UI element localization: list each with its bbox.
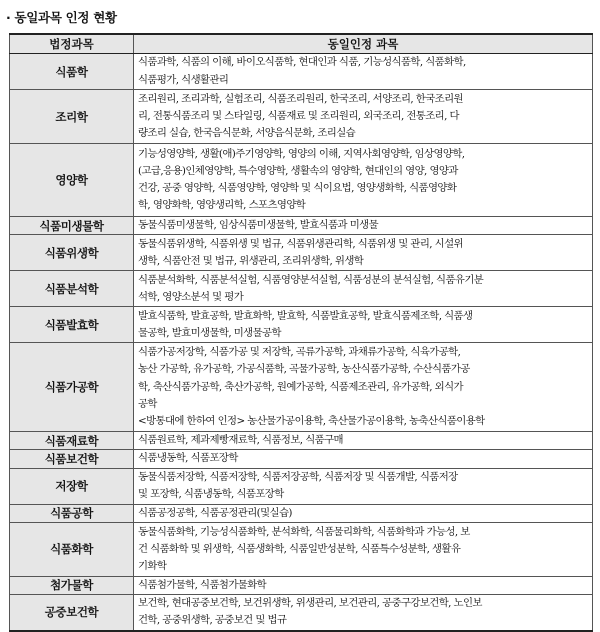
table-header-row: [10, 34, 593, 54]
courses-cell: [134, 235, 593, 271]
courses-cell: [134, 307, 593, 343]
subject-cell: 식품학: [10, 54, 134, 90]
table-row: [10, 271, 593, 307]
subject-cell: 식품화학: [10, 522, 134, 576]
course-line: 학, 축산식품가공학, 축산가공학, 원예가공학, 식품제조관리, 유가공학, 외식가: [138, 380, 463, 393]
course-line: 동물식품미생물학, 임상식품미생물학, 발효식품과 미생물: [138, 219, 379, 231]
subject-cell: 식품분석학: [10, 271, 134, 307]
courses-cell: [134, 217, 593, 235]
courses-cell: [134, 343, 593, 432]
courses-cell: [134, 522, 593, 576]
course-line: 식품공정공학, 식품공정관리(및실습): [138, 506, 292, 519]
courses-cell: [134, 54, 593, 90]
course-line: 석학, 영양소분석 및 평가: [138, 290, 244, 303]
table-row: [10, 576, 593, 594]
course-line: 동물식품저장학, 식품저장학, 식품저장공학, 식품저장 및 식품개발, 식품저장: [138, 470, 458, 483]
course-line: 식품원료학, 제과제빵재료학, 식품정보, 식품구매: [138, 434, 343, 447]
course-line: 학, 영양화학, 영양생리학, 스포츠영양학: [138, 199, 306, 212]
page-title: · 동일과목 인정 현황: [6, 10, 117, 25]
course-line: 물공학, 발효미생물학, 미생물공학: [138, 326, 281, 339]
course-line: 공학: [138, 397, 157, 410]
header-legal-subject: 법정과목: [10, 34, 134, 54]
table-row: [10, 450, 593, 468]
course-line: (고급,응용)인체영양학, 특수영양학, 생활속의 영양학, 현대인의 영양, 영양과: [138, 164, 458, 177]
course-line: 보건학, 현대공중보건학, 보건위생학, 위생관리, 보건관리, 공중구강보건학, 노인보: [138, 597, 482, 610]
course-line: 농산 가공학, 유가공학, 가공식품학, 곡물가공학, 농산식품가공학, 수산식품가공: [138, 363, 470, 376]
courses-cell: [134, 595, 593, 631]
course-line: 생학, 식품안전 및 법규, 위생관리, 조리위생학, 위생학: [138, 254, 364, 267]
subject-cell: 식품위생학: [10, 235, 134, 271]
courses-cell: [134, 271, 593, 307]
subject-cell: 영양학: [10, 144, 134, 217]
course-line: 발효식품학, 발효공학, 발효화학, 발효학, 식품발효공학, 발효식품제조학, 식품생: [138, 309, 473, 322]
courses-cell: [134, 468, 593, 504]
course-line: 동물식품위생학, 식품위생 및 법규, 식품위생관리학, 식품위생 및 관리, 시설위: [138, 237, 463, 250]
subject-cell: 식품미생물학: [10, 217, 134, 235]
subject-cell: 저장학: [10, 468, 134, 504]
course-line: 식품냉동학, 식품포장학: [138, 452, 238, 465]
table-row: [10, 144, 593, 217]
table-row: [10, 54, 593, 90]
subject-cell: 조리학: [10, 90, 134, 144]
course-line: 및 포장학, 식품냉동학, 식품포장학: [138, 488, 284, 501]
course-line: 식품첨가물학, 식품첨가물화학: [138, 578, 267, 591]
table-row: [10, 307, 593, 343]
table-row: [10, 217, 593, 235]
table-row: [10, 235, 593, 271]
table-row: [10, 595, 593, 631]
course-line: 건학, 공중위생학, 공중보건 및 법규: [138, 614, 287, 627]
course-line: 리, 전통식품조리 및 스타일링, 식품재료 및 조리원리, 외국조리, 전통조리, 다: [138, 109, 459, 122]
course-line: 식품평가, 식생활관리: [138, 73, 229, 86]
courses-cell: [134, 90, 593, 144]
subject-cell: 공중보건학: [10, 595, 134, 631]
course-line: 건강, 공중 영양학, 식품영양학, 영양학 및 식이요법, 영양생화학, 식품영양화: [138, 182, 457, 194]
courses-cell: [134, 144, 593, 217]
course-line: <방통대에 한하여 인정> 농산물가공이용학, 축산물가공이용학, 농축산식품이용학: [138, 415, 485, 427]
subject-cell: 식품발효학: [10, 307, 134, 343]
course-line: 식품과학, 식품의 이해, 바이오식품학, 현대인과 식품, 기능성식품학, 식품화학,: [138, 56, 466, 69]
header-equivalent-courses: 동일인정 과목: [134, 34, 593, 54]
table-row: [10, 504, 593, 522]
table-row: [10, 343, 593, 432]
courses-cell: [134, 432, 593, 450]
equivalent-courses-table: [9, 33, 593, 632]
course-line: 조리원리, 조리과학, 실험조리, 식품조리원리, 한국조리, 서양조리, 한국조리원: [138, 92, 463, 105]
subject-cell: 식품재료학: [10, 432, 134, 450]
subject-cell: 식품보건학: [10, 450, 134, 468]
subject-cell: 첨가물학: [10, 576, 134, 594]
table-row: [10, 90, 593, 144]
table-row: [10, 432, 593, 450]
course-line: 기화학: [138, 559, 167, 572]
table-row: [10, 468, 593, 504]
subject-cell: 식품가공학: [10, 343, 134, 432]
course-line: 식품가공저장학, 식품가공 및 저장학, 곡류가공학, 과채류가공학, 식육가공학,: [138, 346, 461, 359]
courses-cell: [134, 576, 593, 594]
courses-cell: [134, 450, 593, 468]
subject-cell: 식품공학: [10, 504, 134, 522]
table-row: [10, 522, 593, 576]
course-line: 건 식품화학 및 위생학, 식품생화학, 식품일반성분학, 식품특수성분학, 생활유: [138, 542, 461, 555]
course-line: 동물식품화학, 기능성식품화학, 분석화학, 식품물리화학, 식품화학과 가능성, 보: [138, 525, 470, 538]
course-line: 기능성영양학, 생활(애)주기영양학, 영양의 이해, 지역사회영양학, 임상영양학,: [138, 147, 465, 160]
courses-cell: [134, 504, 593, 522]
course-line: 량조리 실습, 한국음식문화, 서양음식문화, 조리실습: [138, 127, 356, 140]
course-line: 식품분석화학, 식품분석실험, 식품영양분석실험, 식품성분의 분석실험, 식품유기분: [138, 273, 484, 286]
